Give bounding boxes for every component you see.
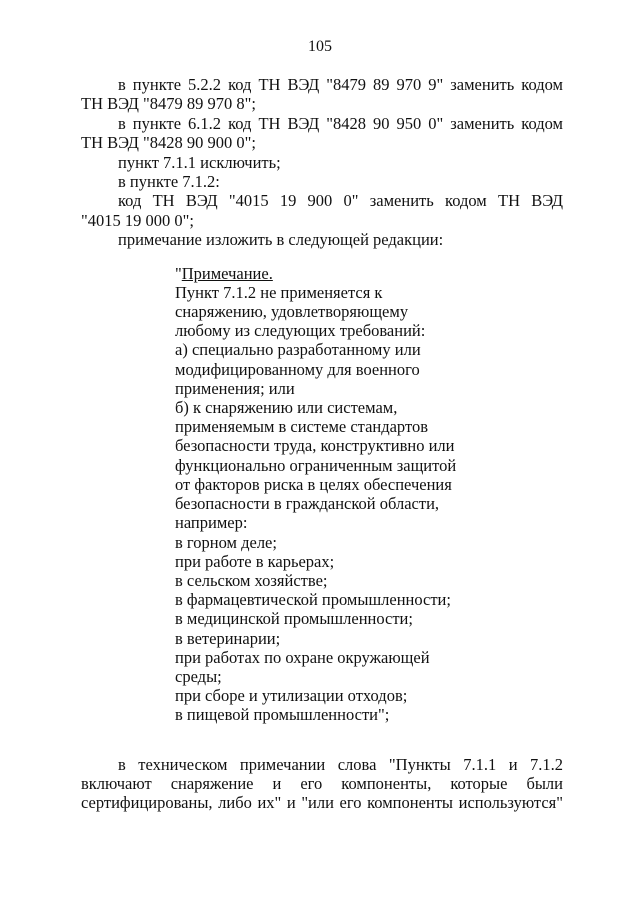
note-line: при работе в карьерах; bbox=[175, 551, 335, 571]
document-body bbox=[81, 75, 563, 813]
note-line: любому из следующих требований: bbox=[175, 321, 426, 341]
note-line: в фармацевтической промышленности; bbox=[175, 590, 451, 610]
note-line: функционально ограниченным защитой bbox=[175, 455, 457, 475]
note-quote-block bbox=[175, 264, 475, 725]
note-open-quote: " bbox=[175, 263, 182, 283]
paragraph-7-1-2-code-line-1: код ТН ВЭД "4015 19 900 0" заменить кодом ТН ВЭД bbox=[118, 191, 563, 211]
note-line: снаряжению, удовлетворяющему bbox=[175, 302, 409, 322]
note-title-line bbox=[175, 264, 475, 283]
final-paragraph bbox=[81, 755, 563, 813]
note-line: в медицинской промышленности; bbox=[175, 609, 413, 629]
paragraph-7-1-1: пункт 7.1.1 исключить; bbox=[118, 152, 281, 172]
note-title: Примечание. bbox=[181, 263, 273, 283]
final-paragraph-line-3: сертифицированы, либо их" и "или его компоненты используются" bbox=[81, 793, 563, 813]
note-line: от факторов риска в целях обеспечения bbox=[175, 474, 452, 494]
paragraph-5-2-2-line-2: ТН ВЭД "8479 89 970 8"; bbox=[81, 94, 256, 114]
note-line: в ветеринарии; bbox=[175, 628, 281, 648]
paragraph-6-1-2-line-2: ТН ВЭД "8428 90 900 0"; bbox=[81, 133, 256, 153]
note-line: модифицированному для военного bbox=[175, 359, 420, 379]
note-line: в сельском хозяйстве; bbox=[175, 570, 328, 590]
note-line: Пункт 7.1.2 не применяется к bbox=[175, 282, 383, 302]
paragraph-6-1-2-line-1: в пункте 6.1.2 код ТН ВЭД "8428 90 950 0" заменить кодом bbox=[118, 113, 563, 133]
note-line: среды; bbox=[175, 666, 222, 686]
paragraph-7-1-2-intro: в пункте 7.1.2: bbox=[118, 172, 220, 192]
note-line: в горном деле; bbox=[175, 532, 277, 552]
note-line: например: bbox=[175, 513, 248, 533]
note-line: при работах по охране окружающей bbox=[175, 647, 430, 667]
paragraph-7-1-2-code-line-2: "4015 19 000 0"; bbox=[81, 210, 194, 230]
final-paragraph-line-1: в техническом примечании слова "Пункты 7.1.1 и 7.1.2 bbox=[118, 754, 563, 774]
note-line: б) к снаряжению или системам, bbox=[175, 398, 398, 418]
note-line: в пищевой промышленности"; bbox=[175, 705, 390, 725]
paragraph-note-intro: примечание изложить в следующей редакции: bbox=[118, 230, 444, 250]
note-line: а) специально разработанному или bbox=[175, 340, 421, 360]
note-line: применения; или bbox=[175, 378, 295, 398]
note-line: применяемым в системе стандартов bbox=[175, 417, 429, 437]
page-number: 105 bbox=[308, 38, 332, 55]
paragraph-5-2-2-line-1: в пункте 5.2.2 код ТН ВЭД "8479 89 970 9" заменить кодом bbox=[118, 75, 563, 94]
note-line: при сборе и утилизации отходов; bbox=[175, 686, 408, 706]
note-line: безопасности в гражданской области, bbox=[175, 494, 440, 514]
final-paragraph-line-2: включают снаряжение и его компоненты, которые были bbox=[81, 773, 563, 793]
note-line: безопасности труда, конструктивно или bbox=[175, 436, 455, 456]
